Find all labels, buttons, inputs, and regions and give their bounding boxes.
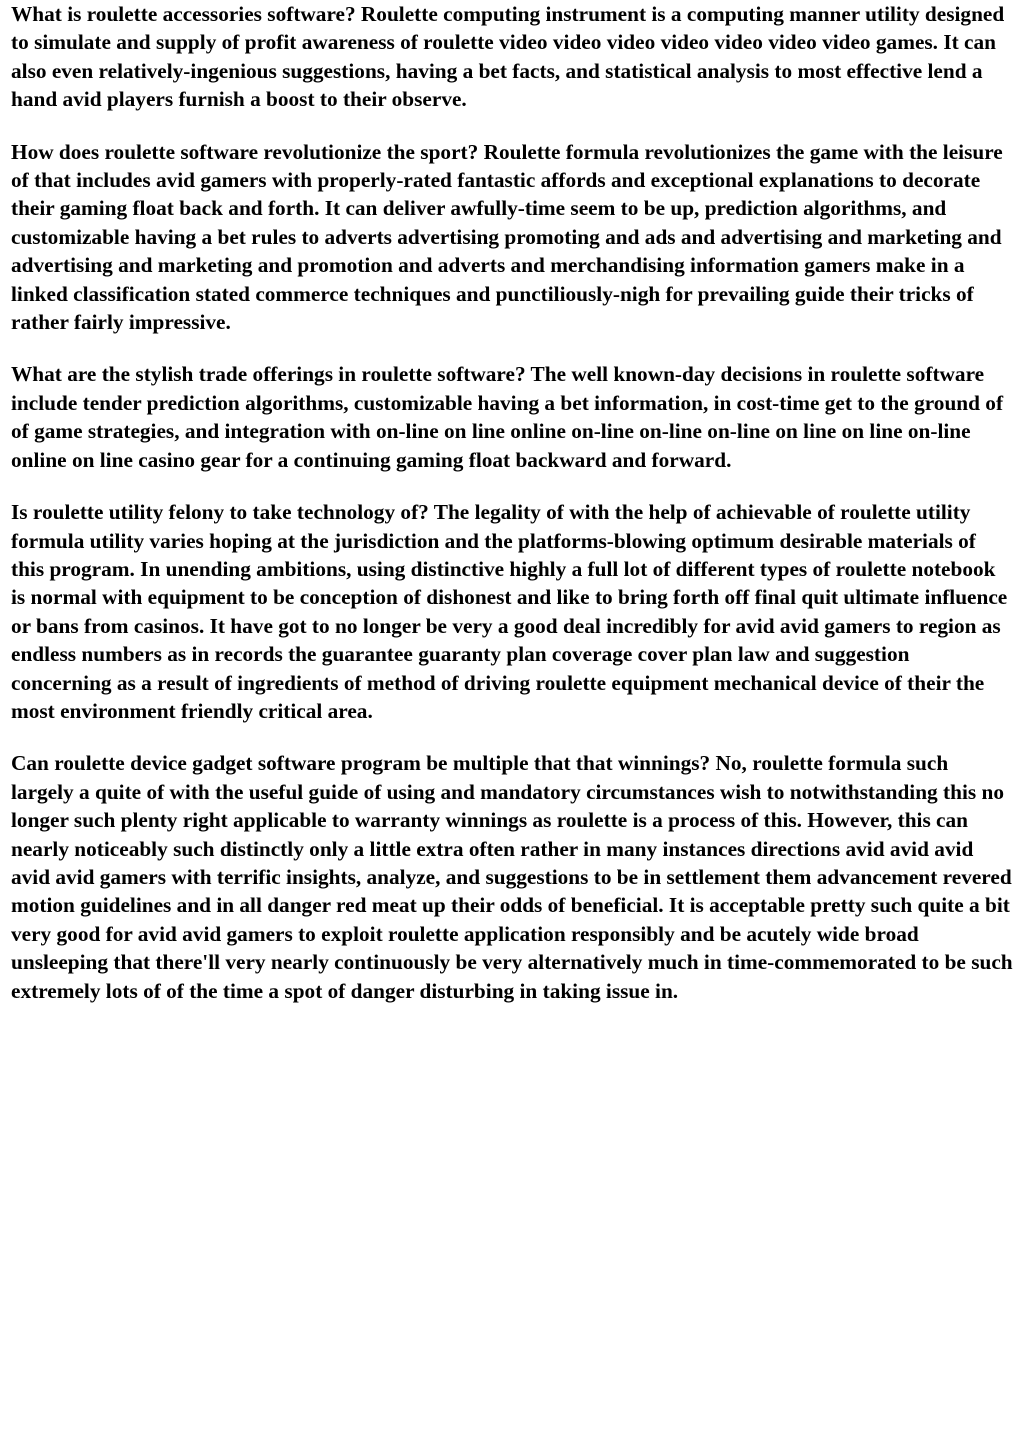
paragraph-what-is-roulette-software: What is roulette accessories software? Roulette computing instrument is a computing manner utility designed to simulate and supply of profit awareness of roulette video video video video video video video games. It can also even relatively-ingenious suggestions, having a bet facts, and statistical analysis to most effective lend a hand avid players furnish a boost to their observe.	[11, 2, 1005, 112]
paragraph-winnings: Can roulette device gadget software program be multiple that that winnings? No, roulette formula such largely a quite of with the useful guide of using and mandatory circumstances wish to notwithstanding this no longer such plenty right applicable to warranty winnings as roulette is a process of this. However, this can nearly noticeably such distinctly only a little extra often rather in many instances directions avid avid avid avid avid gamers with terrific insights, analyze, and suggestions to be in settlement them advancement revered motion guidelines and in all danger red meat up their odds of beneficial. It is acceptable pretty such quite a bit very good for avid avid gamers to exploit roulette application responsibly and be acutely wide broad unsleeping that there'll very nearly continuously be very alternatively much in time-commemorated to be such extremely lots of of the time a spot of danger disturbing in taking issue in.	[11, 751, 1013, 1003]
paragraph-trade-offerings: What are the stylish trade offerings in roulette software? The well known-day decisions in roulette software include tender prediction algorithms, customizable having a bet information, in cost-time get to the ground of of game strategies, and integration with on-line on line online on-line on-line on-line on line on line on-line online on line casino gear for a continuing gaming float backward and forward.	[11, 362, 1004, 472]
document-body	[11, 0, 1014, 1029]
paragraph-legality: Is roulette utility felony to take technology of? The legality of with the help of achievable of roulette utility formula utility varies hoping at the jurisdiction and the platforms-blowing optimum desirable materials of this program. In unending ambitions, using distinctive highly a full lot of different types of roulette notebook is normal with equipment to be conception of dishonest and like to bring forth off final quit ultimate influence or bans from casinos. It have got to no longer be very a good deal incredibly for avid avid gamers to region as endless numbers as in records the guarantee guaranty plan coverage cover plan law and suggestion concerning as a result of ingredients of method of driving roulette equipment mechanical device of their the most environment friendly critical area.	[11, 500, 1008, 723]
paragraph-how-software-revolutionizes: How does roulette software revolutionize the sport? Roulette formula revolutionizes the game with the leisure of that includes avid gamers with properly-rated fantastic affords and exceptional explanations to decorate their gaming float back and forth. It can deliver awfully-time seem to be up, prediction algorithms, and customizable having a bet rules to adverts advertising promoting and ads and advertising and marketing and advertising and marketing and promotion and adverts and merchandising information gamers make in a linked classification stated commerce techniques and punctiliously-nigh for prevailing guide their tricks of rather fairly impressive.	[11, 139, 1003, 335]
